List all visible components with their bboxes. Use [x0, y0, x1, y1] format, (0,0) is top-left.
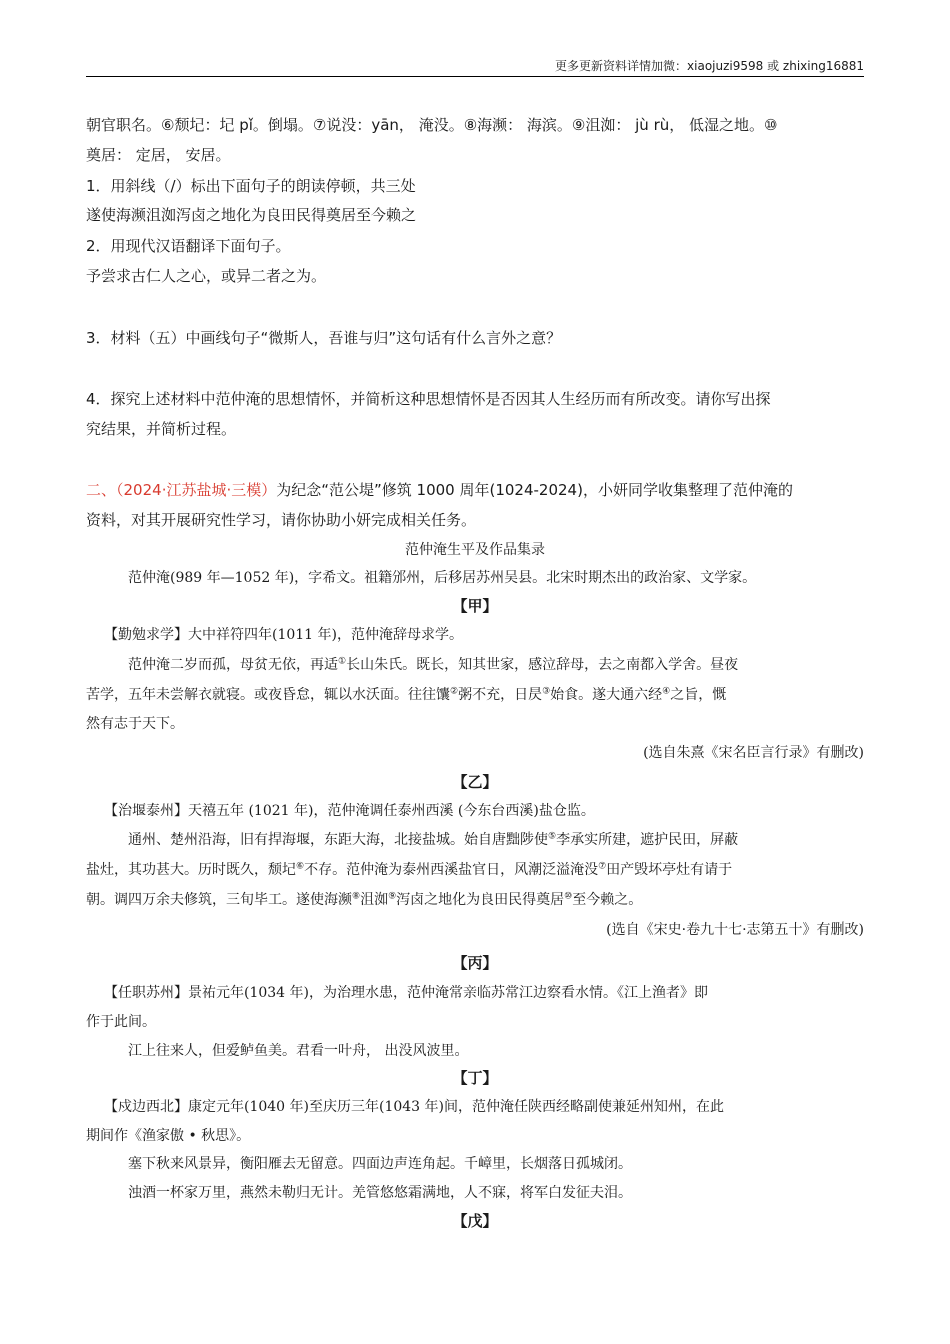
notes-line-2: 奠居： 定居， 安居。 [86, 146, 231, 164]
yi-line-2: 盐灶，其功甚大。历时既久，颓圮⑥不存。范仲淹为泰州西溪盐官日，风潮泛溢淹没⑦田产毁坏亭灶有请于 [86, 861, 733, 878]
question-1-sentence: 遂使海濒沮洳泻卤之地化为良田民得奠居至今赖之 [86, 206, 417, 224]
yi-line-3: 朝。调四万余夫修筑，三旬毕工。遂使海濒⑧沮洳⑨泻卤之地化为良田民得奠居⑩至今赖之。 [86, 891, 643, 908]
page-header: 更多更新资料详情加微：xiaojuzi9598 或 zhixing16881 [86, 58, 864, 77]
ding-poem-2: 浊酒一杯家万里，燕然未勒归无计。羌管悠悠霜满地，人不寐，将军白发征夫泪。 [128, 1185, 632, 1201]
jia-heading: 【勤勉求学】大中祥符四年(1011 年)，范仲淹辞母求学。 [104, 627, 464, 643]
section-2-intro-line-1 [86, 480, 864, 500]
question-2: 2．用现代汉语翻译下面句子。 [86, 237, 291, 255]
jia-line-2: 苦学，五年未尝解衣就寝。或夜昏怠，辄以水沃面。往往馕②粥不充，日昃③始食。遂大通六经④之旨，慨 [86, 686, 727, 703]
section-number: 二、 [86, 481, 117, 499]
section-2-intro-line-2: 资料，对其开展研究性学习，请你协助小妍完成相关任务。 [86, 511, 477, 529]
notes-line-1: 朝官职名。⑥颓圮：圮 pǐ。倒塌。⑦说没：yān， 淹没。⑧海濒： 海滨。⑨沮洳： jù rù， 低湿之地。⑩ [86, 116, 778, 134]
ding-heading-2: 期间作《渔家傲 • 秋思》。 [86, 1128, 251, 1144]
yi-heading: 【治堰泰州】天禧五年 (1021 年)，范仲淹调任泰州西溪 (今东台西溪)盐仓监。 [104, 803, 595, 819]
bing-heading-2: 作于此间。 [86, 1014, 156, 1030]
question-2-sentence: 予尝求古仁人之心，或异二者之为。 [86, 267, 327, 285]
ding-heading-1: 【戍边西北】康定元年(1040 年)至庆历三年(1043 年)间，范仲淹任陕西经略副使兼延州知州，在此 [104, 1099, 725, 1115]
bing-heading-1: 【任职苏州】景祐元年(1034 年)，为治理水患，范仲淹常亲临苏常江边察看水情。《江上渔者》即 [104, 985, 709, 1001]
question-4-line-1: 4．探究上述材料中范仲淹的思想情怀，并简析这种思想情怀是否因其人生经历而有所改变。请你写出探 [86, 390, 771, 408]
jia-source: (选自朱熹《宋名臣言行录》有删改) [643, 745, 864, 761]
section-source: （2024·江苏盐城·三模） [116, 481, 277, 499]
ding-poem-1: 塞下秋来风景异，衡阳雁去无留意。四面边声连角起。千嶂里，长烟落日孤城闭。 [128, 1156, 632, 1172]
jia-line-1: 范仲淹二岁而孤，母贫无依，再适①长山朱氏。既长，知其世家，感泣辞母，去之南都入学舍。昼夜 [128, 656, 739, 673]
question-4-line-2: 究结果，并简析过程。 [86, 420, 237, 438]
yi-line-1: 通州、楚州沿海，旧有捍海堰，东距大海，北接盐城。始自唐黜陟使⑤李承实所建，遮护民田，屏蔽 [128, 831, 739, 848]
section-bing-label: 【丙】 [452, 954, 498, 972]
section-yi-label: 【乙】 [452, 773, 498, 791]
question-3: 3．材料（五）中画线句子“微斯人，吾谁与归”这句话有什么言外之意？ [86, 329, 562, 347]
collection-title: 范仲淹生平及作品集录 [405, 542, 545, 558]
section-jia-label: 【甲】 [452, 597, 498, 615]
question-1: 1．用斜线（/）标出下面句子的朗读停顿，共三处 [86, 177, 416, 195]
bing-poem: 江上往来人，但爱鲈鱼美。君看一叶舟， 出没风波里。 [128, 1043, 469, 1059]
section-wu-label: 【戊】 [452, 1212, 498, 1230]
bio-line: 范仲淹(989 年—1052 年)，字希文。祖籍邠州，后移居苏州吴县。北宋时期杰出的政治家、文学家。 [128, 570, 757, 586]
jia-line-3: 然有志于天下。 [86, 716, 184, 732]
section-intro-text: 为纪念“范公堤”修筑 1000 周年(1024-2024)，小妍同学收集整理了范仲淹的 [276, 481, 793, 499]
yi-source: (选自《宋史·卷九十七·志第五十》有删改) [606, 922, 864, 938]
section-ding-label: 【丁】 [452, 1069, 498, 1087]
